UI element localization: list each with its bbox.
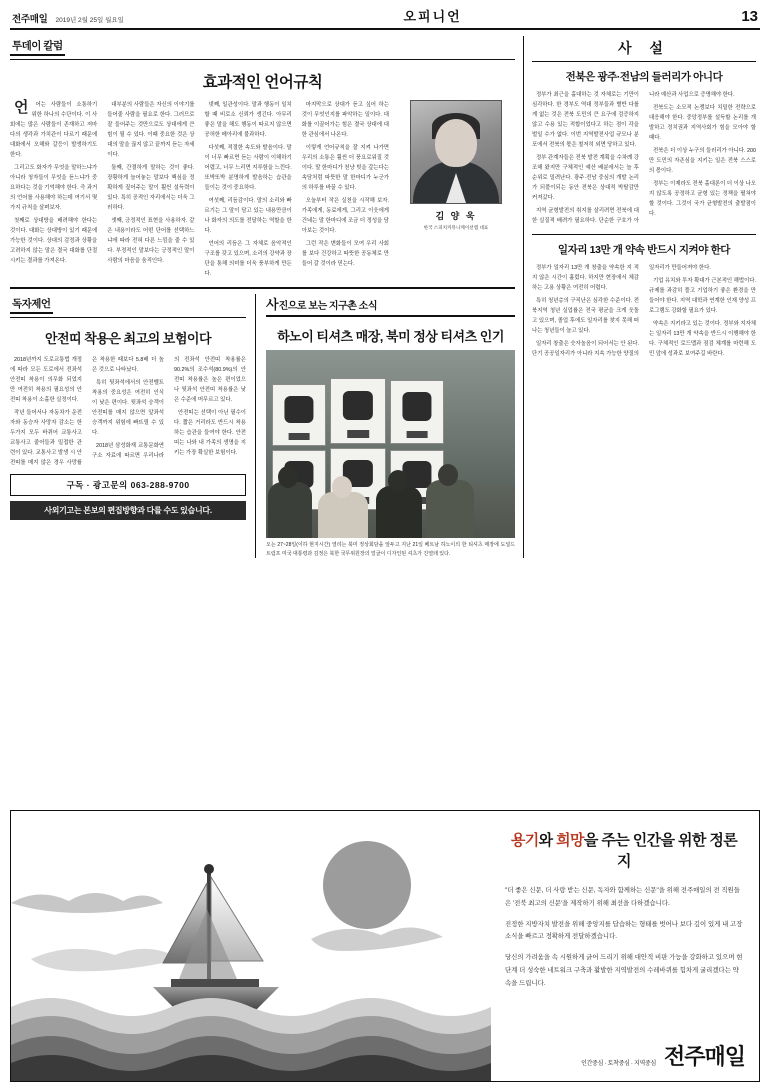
masthead-paper-name: 전주매일	[12, 14, 48, 25]
world-news-article	[266, 294, 515, 558]
paragraph: 일자리 창출은 숫자놀음이 되어서는 안 된다. 단기 공공일자리가 아니라 지속 가능한 양질의 일자리가 만들어져야 한다.	[532, 265, 711, 357]
world-news-tag-initial: 사	[266, 297, 279, 312]
world-news-tag-rest: 진으로 보는 지구촌 소식	[278, 301, 377, 312]
divider	[10, 287, 515, 289]
paragraph: 특히 뒷좌석에서의 안전벨트 착용의 중요성은 여전히 인식이 낮은 편이다. 뒷좌석 승객이 안전띠를 매지 않으면 앞좌석 승객까지 위험에 빠뜨릴 수 있다.	[92, 380, 164, 436]
divider	[532, 61, 756, 62]
paragraph: 당신의 가려움을 속 시원하게 긁어 드리기 위해 대안적 비판 가능을 강화하고 있으며 현 단계 더 성숙한 네트워크 구축과 활발한 지역발전의 수레바퀴를 힘차게 굴리겠다는 약속을 드립니다.	[505, 954, 743, 987]
subscription-ad-box[interactable]: 구독 · 광고문의 063-288-9700	[10, 474, 246, 496]
editorial-disclaimer-bar: 사외기고는 본보의 편집방향과 다를 수도 있습니다.	[10, 501, 246, 520]
paragraph: 지역 균형발전의 취지를 살리려면 전북에 대한 실질적 배려가 필요하다. 단순한 구호가 아니라 예산과 사업으로 증명해야 한다.	[532, 92, 735, 224]
editorial-2-body	[532, 263, 756, 361]
page-body	[10, 36, 760, 558]
reader-opinion-title: 안전띠 착용은 최고의 보험이다	[44, 331, 212, 346]
ad-headline-part3: 희망	[556, 832, 584, 849]
world-news-tag	[266, 294, 515, 317]
world-news-title: 하노이 티셔츠 매장, 북미 정상 티셔츠 인기	[277, 329, 504, 344]
masthead-date: 2019년 2월 25일 월요일	[55, 17, 124, 24]
ad-headline-part1: 용기	[510, 832, 539, 849]
left-column	[10, 36, 515, 558]
reader-opinion-article	[10, 294, 256, 558]
masthead	[10, 0, 760, 30]
paragraph: 약속은 지키라고 있는 것이다. 정부와 지자체는 일자리 13만 개 약속을 반드시 이행해야 한다. 구체적인 로드맵과 점검 체계를 마련해 도민 앞에 성과로 보여주길 바란다.	[649, 321, 756, 357]
ad-headline-part2: 와	[538, 832, 557, 849]
editorial-1-title: 전북은 광주·전남의 들러리가 아니다	[565, 71, 723, 83]
paragraph: 전북은 더 이상 누구의 들러리가 아니다. 200만 도민의 자존심을 지키는 일은 전북 스스로의 몫이다.	[649, 148, 756, 174]
paragraph: "더 좋은 신문, 더 사랑 받는 신문, 독자와 함께하는 신문"을 위해 전주매일의 전 직원들은 '전북 최고의 신문'을 제작하기 위해 최선을 다하겠습니다.	[505, 887, 740, 907]
paragraph: 그런 작은 변화들이 모여 우리 사회를 보다 건강하고 따뜻한 공동체로 만들어 갈 것이라 믿는다.	[301, 241, 389, 267]
paragraph: 첫째로 상대방을 배려해야 한다는 것이다. 대화는 상대방이 있기 때문에 가능한 것이다. 상대의 감정과 상황을 고려하지 않는 말은 결국 대화를 단절시키는 결과를 가져온다.	[10, 218, 98, 264]
editorial-column	[523, 36, 756, 558]
divider	[532, 234, 756, 235]
paragraph: 작년 들어서나 자동차가 운전자와 동승자 사망자 감소는 한두가지 모두 바뀌어 교통사고 교통사고 줄어들과 밀접한 관련이 있다. 교통사고 발생 시 안전띠를 매지 않은 경우 사망률은 착용한 때보다 5.8배 더 높은 것으로 나타났다.	[10, 357, 164, 466]
paragraph: 정부는 이제라도 전북 홀대론이 더 이상 나오지 않도록 공정하고 균형 있는 정책을 펼쳐야 할 것이다. 그것이 국가 균형발전의 출발점이다.	[649, 181, 756, 217]
ad-text-area	[491, 811, 759, 1081]
paragraph: 2018년 삼성화재 교통문화연구소 자료에 따르면 우리나라의 전좌석 안전띠 착용률은 90.2%의 조수석(80.9%)의 안전띠 착용률은 높은 편이었으나 뒷좌석 안전띠 착용률은 낮은 수준에 머무르고 있다.	[92, 357, 246, 459]
paragraph: 특히 청년층의 구직난은 심각한 수준이다. 전북지역 청년 실업률은 전국 평균을 크게 웃돌고 있으며, 졸업 후에도 일자리를 찾지 못해 떠나는 청년들이 늘고 있다.	[532, 298, 639, 334]
paragraph: 언어는 사람들이 소통하기 위한 하나의 수단이다. 이 사회에는 많은 사람들이 존재하고 저마다의 생각과 가치관이 다르기 때문에 대화에서 오해와 갈등이 발생하기도 한다.	[10, 99, 98, 158]
paragraph: 2018년까지 도로교통법 개정에 따라 모든 도로에서 전좌석 안전띠 착용이 의무화 되었지만 여전히 착용의 필요성의 안전띠 착용이 소홀한 실정이다.	[10, 357, 82, 403]
author-name: 김 양 욱	[435, 211, 477, 221]
paragraph: 셋째, 긍정적인 표현을 사용하자. 같은 내용이라도 어떤 단어를 선택하느냐에 따라 전혀 다른 느낌을 줄 수 있다. 부정적인 말보다는 긍정적인 말이 사람의 마음을 움직인다.	[107, 218, 195, 264]
paragraph: 전북도는 소모적 논쟁보다 치밀한 전략으로 대응해야 한다. 중앙정부를 설득할 논리를 개발하고 정치권과 지역사회가 힘을 모아야 할 때다.	[649, 105, 756, 141]
paragraph: 다섯째, 적절한 속도와 발음이다. 말이 너무 빠르면 듣는 사람이 이해하기 어렵고, 너무 느리면 지루함을 느낀다. 또박또박 분명하게 발음하는 습관을 들이는 것이 중요하다.	[204, 145, 292, 191]
today-column-title: 효과적인 언어규칙	[202, 74, 323, 91]
divider	[10, 317, 246, 318]
editorial-2-title: 일자리 13만 개 약속 반드시 지켜야 한다	[557, 244, 731, 256]
paragraph: 정부 관계자들은 전북 발전 계획을 수차례 강조해 왔지만 구체적인 예산 배분에서는 늘 후순위로 밀려난다. 광주·전남 중심의 개발 논리가 되풀이되는 동안 전북은 상대적 박탈감만 커져갔다.	[532, 155, 639, 201]
reader-opinion-tag: 독자제언	[10, 296, 53, 314]
paragraph: 넷째, 일관성이다. 말과 행동이 일치할 때 비로소 신뢰가 생긴다. 아무리 좋은 말을 해도 행동이 따르지 않으면 공허한 메아리에 불과하다.	[204, 102, 292, 138]
lower-left-area	[10, 294, 515, 558]
paragraph: 오늘부터 작은 실천을 시작해 보자. 가족에게, 동료에게, 그리고 이웃에게 건네는 말 한마디에 조금 더 정성을 담아보는 것이다.	[301, 198, 389, 234]
ad-headline-part4: 을 주는 인간을 위한 정론지	[583, 832, 738, 870]
reader-opinion-body	[10, 355, 246, 468]
ad-headline	[505, 829, 743, 871]
divider	[10, 59, 515, 60]
ad-illustration	[11, 811, 491, 1081]
ad-body	[505, 885, 743, 991]
world-news-caption: 오는 27~28일(이하 현지시간) 열리는 북미 정상회담을 앞두고 지난 21일 베트남 하노이의 한 티셔츠 매장에 도널드 트럼프 미국 대통령과 김정은 북한 국무위원장의 얼굴이 디자인된 셔츠가 진열돼 있다.	[266, 542, 515, 557]
author-role: 한국 스피치커뮤니케이션랩 대표	[423, 225, 489, 230]
paragraph: 여섯째, 리듬감이다. 말의 소리와 빠르기는 그 말이 담고 있는 내용만큼이나 화자의 의도를 전달하는 역할을 한다.	[204, 198, 292, 234]
author-photo	[410, 100, 502, 204]
paragraph: 마지막으로 상대가 듣고 싶어 하는 것이 무엇인지를 파악하는 일이다. 대화를 이끌어가는 힘은 결국 상대에 대한 관심에서 나온다.	[301, 102, 389, 138]
today-column-body	[10, 100, 389, 279]
author-box	[397, 100, 515, 231]
masthead-left	[12, 11, 124, 25]
paragraph: 진정한 지방자치 발전을 위해 중앙지를 답습하는 형태를 벗어나 보다 깊이 있게 내 고장 소식을 빠르고 정확하게 전달하겠습니다.	[505, 920, 743, 941]
masthead-section: 오피니언	[403, 9, 462, 24]
paragraph: 기업 유치와 투자 확대가 근본적인 해법이다. 규제를 과감히 풀고 기업하기 좋은 환경을 만들어야 한다. 지역 대학과 연계한 인재 양성 프로그램도 강화할 필요가 있다.	[649, 278, 756, 314]
paragraph: 이렇게 언어규칙을 잘 지켜 나가면 우리의 소통은 훨씬 더 풍요로워질 것이다. 말 한마디가 천냥 빚을 갚는다는 속담처럼 따뜻한 말 한마디가 누군가의 하루를 바꿀 수 있다.	[301, 145, 389, 191]
bottom-advertisement	[10, 810, 760, 1082]
ad-logo: 전주매일	[663, 1044, 745, 1069]
paragraph: 대부분의 사람들은 자신의 이야기를 들어줄 사람을 필요로 한다. 그러므로 잘 들어주는 것만으로도 상대에게 큰 힘이 될 수 있다. 이때 중요한 것은 상대의 말을 끊지 않고 끝까지 듣는 자세이다.	[107, 102, 195, 158]
today-column-article	[10, 36, 515, 279]
ship-moon-illustration	[11, 811, 491, 1081]
world-news-photo	[266, 350, 515, 538]
editorial-header: 사 설	[618, 40, 670, 56]
editorial-1-body	[532, 90, 756, 226]
ad-footer	[581, 1040, 745, 1071]
masthead-page-number: 13	[741, 8, 758, 25]
paragraph: 안전띠는 선택이 아닌 필수이다. 짧은 거리라도 반드시 착용하는 습관을 들여야 한다. 안전띠는 나와 내 가족의 생명을 지키는 가장 확실한 보험이다.	[174, 410, 246, 456]
paragraph: 그리고도 화자가 무엇을 말하느냐가 아니라 청자들이 무엇을 듣느냐가 중요하다는 것을 기억해야 한다. 즉 과거의 언어를 사용해야 하는데 여기서 몇 가지 규칙을 살펴보자.	[10, 165, 98, 211]
paragraph: 정부가 일자리 13만 개 창출을 약속한 지 적지 않은 시간이 흘렀다. 하지만 현장에서 체감하는 고용 상황은 여전히 어렵다.	[532, 265, 639, 291]
paragraph: 정부가 최근을 홀대하는 것 자체로는 기만이 심각하다. 한 경부도 역대 정부들과 별반 다를 게 없는 것은 전북 도민의 큰 요구에 검증하지 않고 수용 있는 적합이었다고 하는 점이 각을 벌일 수가 없다. 이번 지역발전사업 규모나 분포에서 전북의 몫은 철저히 외면 당하고 있다.	[532, 92, 639, 148]
ad-tagline: 인간중심 · 토착중심 · 지역중심	[581, 1061, 656, 1067]
paragraph: 둘째, 간결하게 말하는 것이 좋다. 장황하게 늘어놓는 말보다 핵심을 정확하게 짚어주는 말이 훨씬 설득력이 있다. 특히 공적인 자리에서는 더욱 그러하다.	[107, 165, 195, 211]
today-column-tag: 투데이 칼럼	[10, 38, 65, 56]
paragraph: 언어의 리듬은 그 자체로 음악적인 구조를 갖고 있으며, 소리의 강약과 장단을 통해 의미를 더욱 풍부하게 만든다.	[204, 241, 292, 277]
